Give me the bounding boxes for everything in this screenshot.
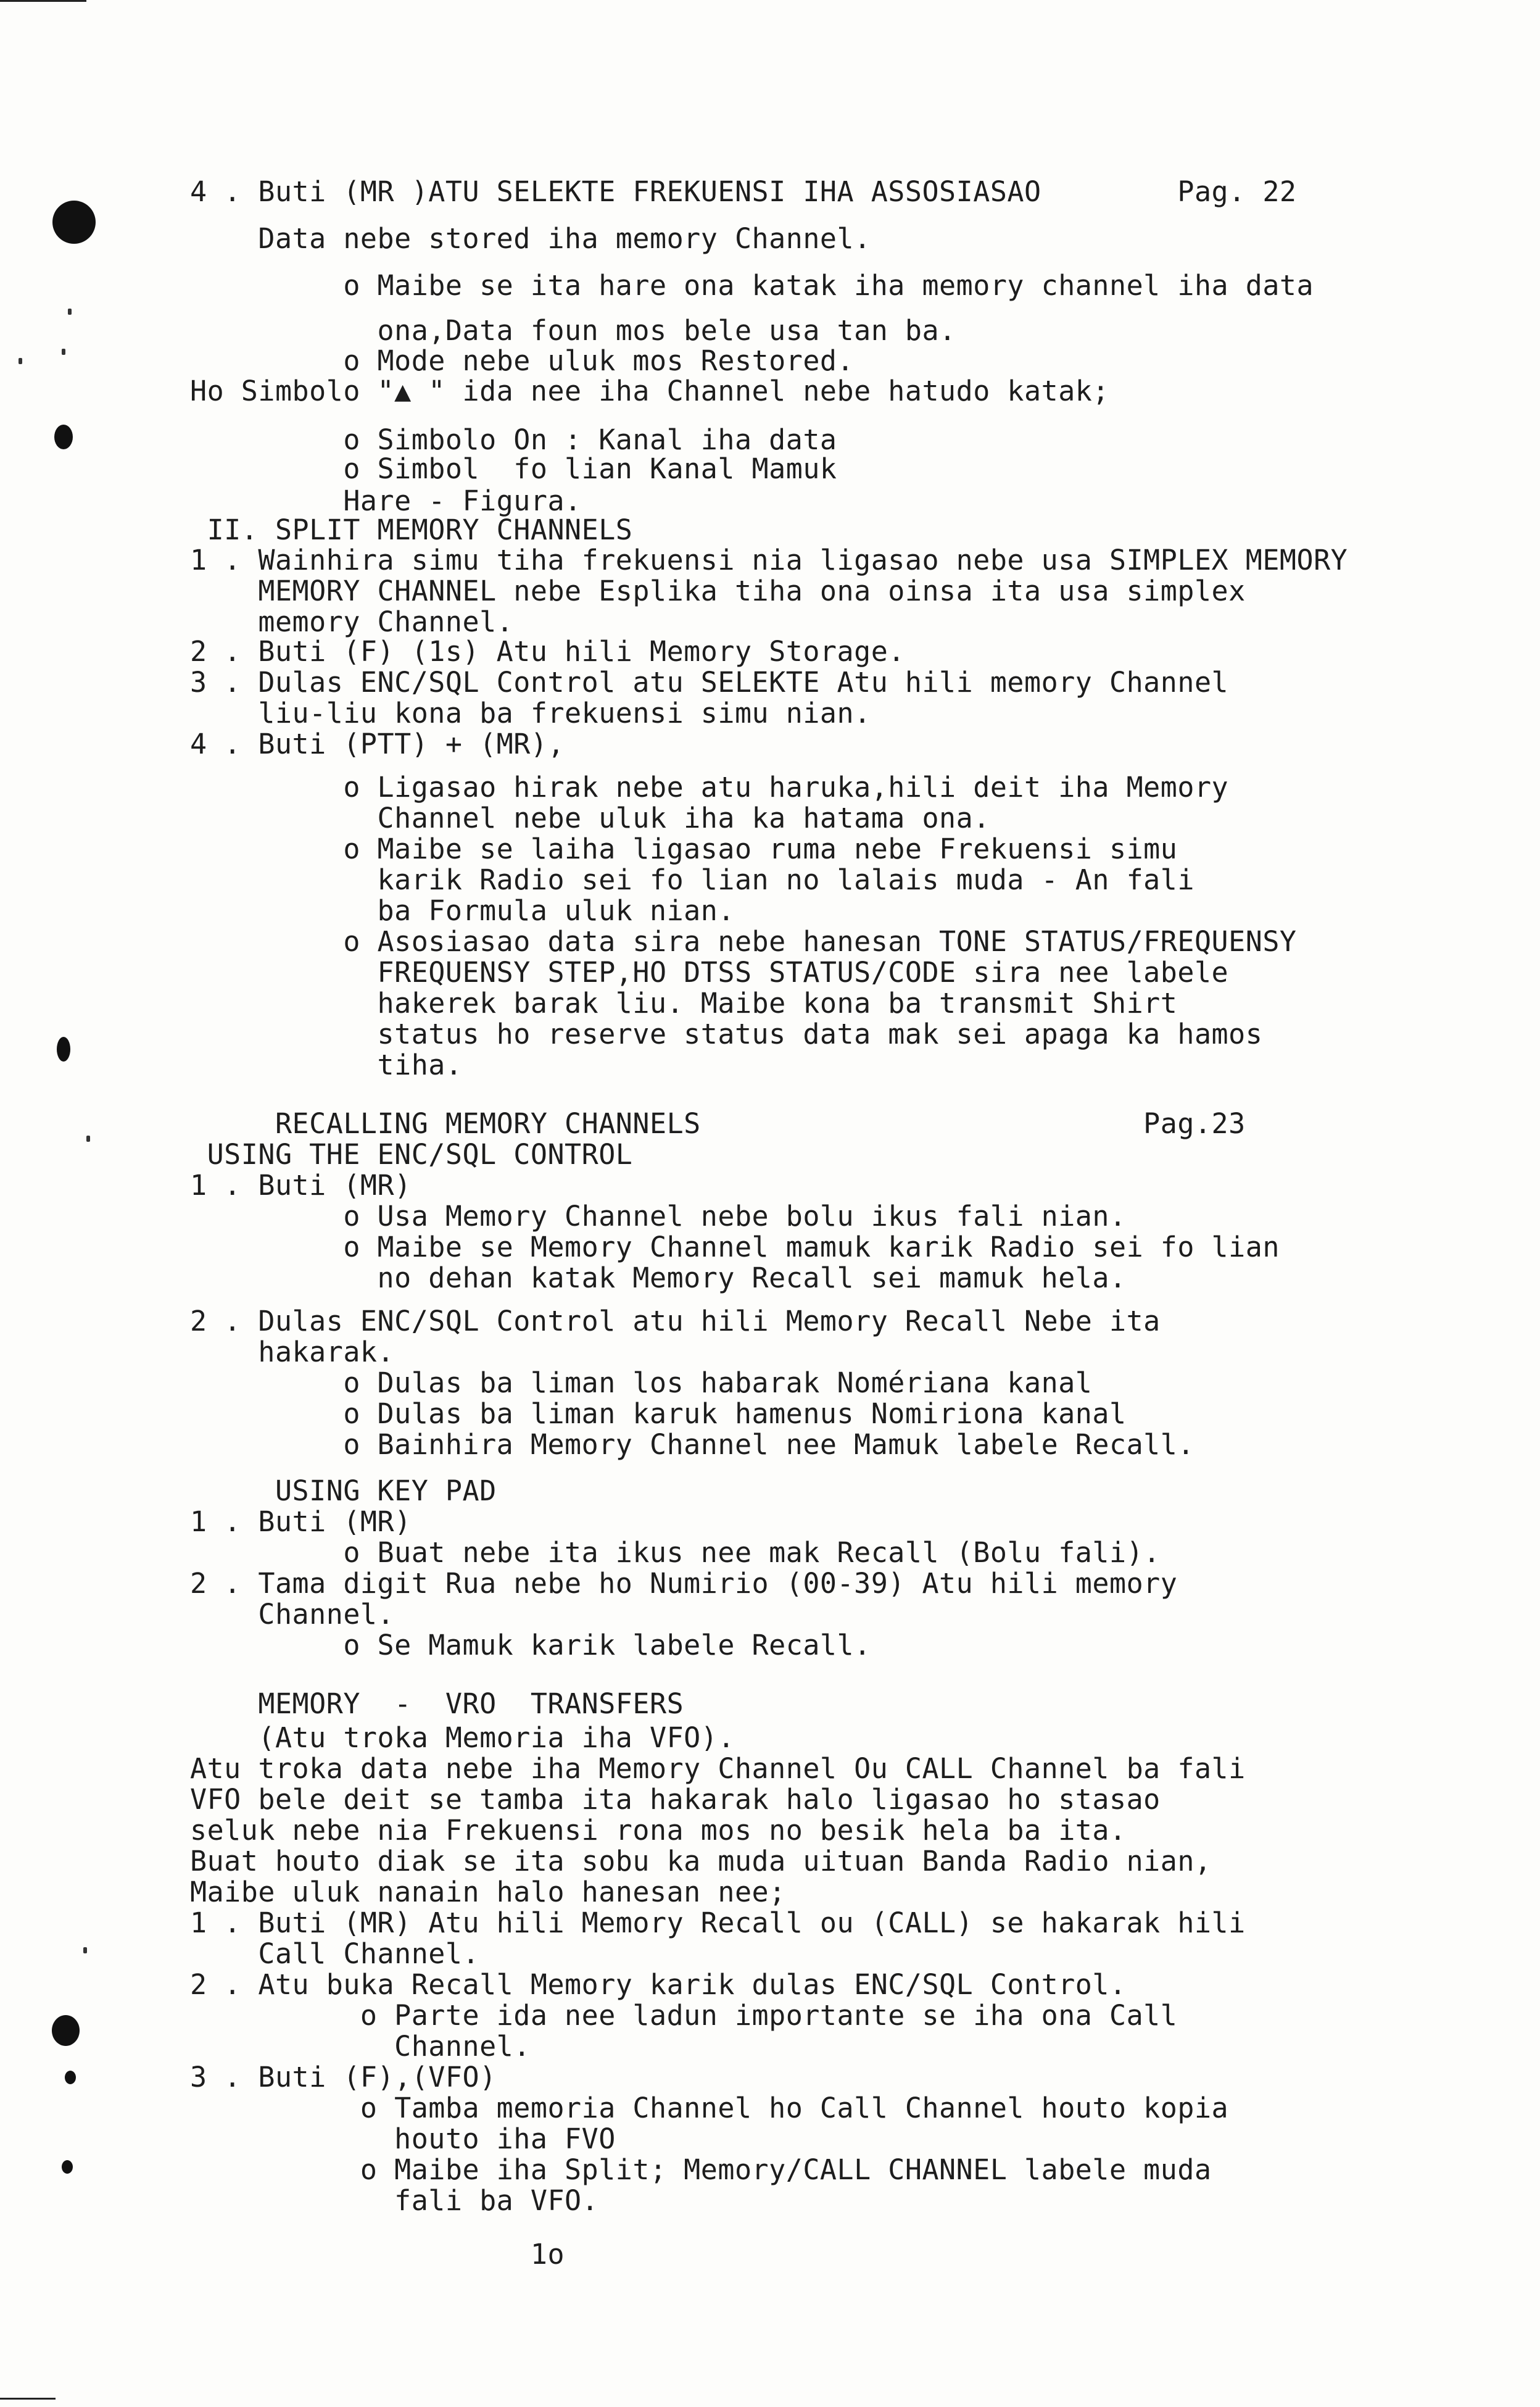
text-line: o Se Mamuk karik labele Recall. [190, 1629, 871, 1661]
text-line: status ho reserve status data mak sei apaga ka hamos [190, 1018, 1263, 1050]
text-line: o Simbol fo lian Kanal Mamuk [190, 452, 837, 485]
binder-hole-mark [54, 425, 73, 449]
text-line: 1 . Buti (MR) [190, 1505, 412, 1538]
text-line: Atu troka data nebe iha Memory Channel Ou CALL Channel ba fali [190, 1752, 1246, 1785]
text-line: Channel nebe uluk iha ka hatama ona. [190, 802, 990, 834]
text-line: o Maibe se ita hare ona katak iha memory channel iha data [190, 269, 1314, 302]
text-line: Hare - Figura. [190, 484, 582, 517]
text-line: o Parte ida nee ladun importante se iha ona Call [190, 1999, 1178, 2032]
text-line: o Dulas ba liman karuk hamenus Nomiriona kanal [190, 1397, 1127, 1430]
text-line: karik Radio sei fo lian no lalais muda - An fali [190, 863, 1194, 896]
text-line: Channel. [190, 2030, 531, 2063]
text-line: Ho Simbolo "▲ " ida nee iha Channel nebe hatudo katak; [190, 375, 1109, 407]
text-line: USING KEY PAD [190, 1474, 497, 1507]
text-line: houto iha FVO [190, 2122, 616, 2155]
text-line: o Mode nebe uluk mos Restored. [190, 344, 855, 377]
text-line: o Tamba memoria Channel ho Call Channel houto kopia [190, 2092, 1229, 2124]
text-line: o Dulas ba liman los habarak Nomériana kanal [190, 1366, 1093, 1399]
text-line: 3 . Dulas ENC/SQL Control atu SELEKTE Atu hili memory Channel [190, 666, 1229, 699]
text-line: 1 . Buti (MR) [190, 1169, 412, 1202]
text-line: liu-liu kona ba frekuensi simu nian. [190, 697, 871, 730]
text-line: o Bainhira Memory Channel nee Mamuk labele Recall. [190, 1428, 1194, 1461]
text-line: MEMORY CHANNEL nebe Esplika tiha ona oinsa ita usa simplex [190, 575, 1246, 607]
text-line: RECALLING MEMORY CHANNELS Pag.23 [190, 1107, 1246, 1140]
binder-hole-mark [52, 2015, 80, 2046]
binder-hole-mark [52, 201, 96, 244]
text-line: Call Channel. [190, 1937, 480, 1970]
text-line: 4 . Buti (MR )ATU SELEKTE FREKUENSI IHA ASSOSIASAO Pag. 22 [190, 175, 1297, 208]
binder-hole-mark [62, 2160, 73, 2174]
text-line: VFO bele deit se tamba ita hakarak halo ligasao ho stasao [190, 1783, 1161, 1816]
text-line: II. SPLIT MEMORY CHANNELS [190, 513, 633, 546]
text-line: o Maibe se laiha ligasao ruma nebe Frekuensi simu [190, 833, 1178, 865]
text-line: (Atu troka Memoria iha VFO). [190, 1721, 735, 1754]
text-line: 2 . Dulas ENC/SQL Control atu hili Memory Recall Nebe ita [190, 1305, 1161, 1337]
text-line: o Maibe se Memory Channel mamuk karik Radio sei fo lian [190, 1231, 1280, 1263]
text-line: ba Formula uluk nian. [190, 894, 735, 927]
text-line: 1 . Buti (MR) Atu hili Memory Recall ou (CALL) se hakarak hili [190, 1906, 1246, 1939]
text-line: 2 . Buti (F) (1s) Atu hili Memory Storage. [190, 635, 905, 668]
text-line: ona,Data foun mos bele usa tan ba. [190, 314, 956, 347]
text-line: Maibe uluk nanain halo hanesan nee; [190, 1876, 786, 1908]
margin-speck [19, 358, 22, 364]
text-line: Channel. [190, 1598, 395, 1631]
text-line: o Ligasao hirak nebe atu haruka,hili deit iha Memory [190, 771, 1229, 804]
page-number: 1o [190, 2238, 565, 2271]
margin-speck [68, 309, 72, 315]
text-line: Buat houto diak se ita sobu ka muda uituan Banda Radio nian, [190, 1845, 1212, 1877]
text-line: 2 . Atu buka Recall Memory karik dulas ENC/SQL Control. [190, 1968, 1127, 2001]
text-line: tiha. [190, 1049, 463, 1081]
text-line: no dehan katak Memory Recall sei mamuk hela. [190, 1262, 1127, 1294]
text-line: Data nebe stored iha memory Channel. [190, 222, 871, 255]
text-line: fali ba VFO. [190, 2184, 599, 2217]
bottom-edge-rule [0, 2398, 56, 2400]
text-line: 3 . Buti (F),(VFO) [190, 2061, 497, 2093]
text-line: USING THE ENC/SQL CONTROL [190, 1138, 633, 1171]
text-line: hakarak. [190, 1336, 395, 1368]
top-edge-rule [0, 0, 86, 2]
text-line: 2 . Tama digit Rua nebe ho Numirio (00-39) Atu hili memory [190, 1567, 1178, 1600]
text-line: 4 . Buti (PTT) + (MR), [190, 728, 565, 760]
margin-speck [62, 349, 65, 355]
text-line: o Buat nebe ita ikus nee mak Recall (Bolu fali). [190, 1536, 1161, 1569]
text-line: memory Channel. [190, 605, 514, 638]
text-line: seluk nebe nia Frekuensi rona mos no besik hela ba ita. [190, 1814, 1127, 1847]
text-line: o Maibe iha Split; Memory/CALL CHANNEL labele muda [190, 2153, 1212, 2186]
text-line: FREQUENSY STEP,HO DTSS STATUS/CODE sira nee labele [190, 956, 1229, 989]
text-line: o Usa Memory Channel nebe bolu ikus fali nian. [190, 1200, 1127, 1233]
binder-hole-mark [65, 2071, 76, 2084]
text-line: 1 . Wainhira simu tiha frekuensi nia ligasao nebe usa SIMPLEX MEMORY [190, 544, 1348, 576]
text-line: MEMORY - VRO TRANSFERS [190, 1687, 684, 1720]
text-line: o Simbolo On : Kanal iha data [190, 423, 837, 456]
margin-speck [83, 1947, 87, 1953]
text-line: hakerek barak liu. Maibe kona ba transmit Shirt [190, 987, 1178, 1020]
binder-hole-mark [57, 1037, 70, 1062]
margin-speck [86, 1136, 90, 1142]
text-line: o Asosiasao data sira nebe hanesan TONE STATUS/FREQUENSY [190, 925, 1297, 958]
